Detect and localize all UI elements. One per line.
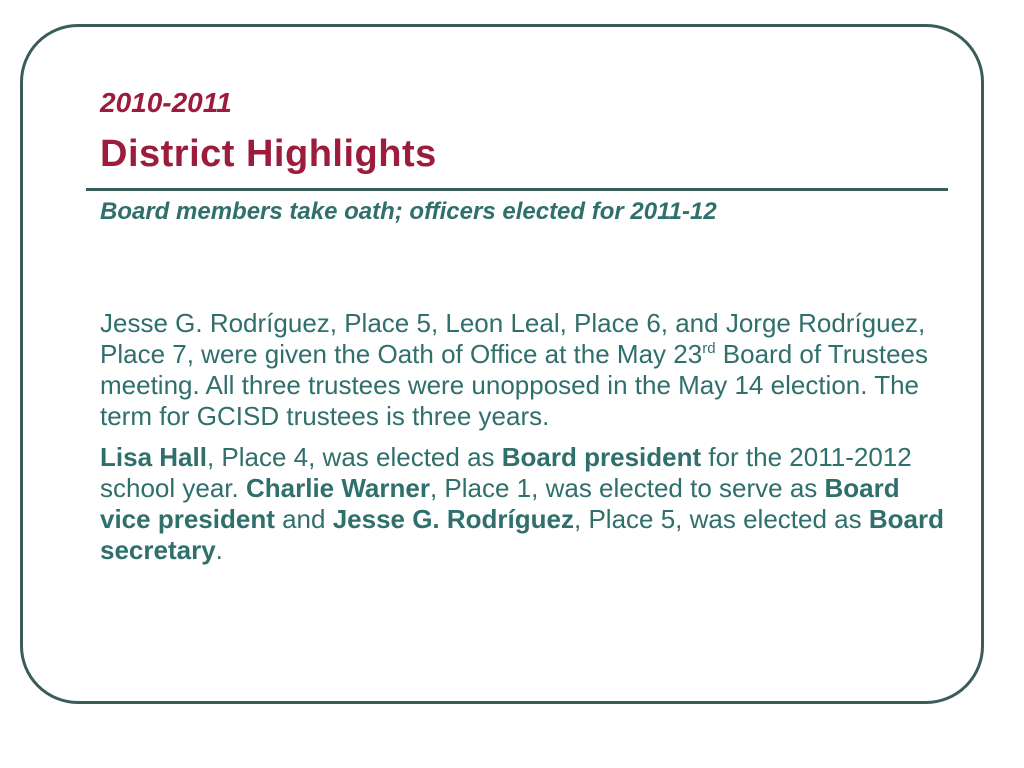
- officers-text-2: for the 2011-2012 school year.: [100, 442, 912, 503]
- name-charlie-warner: Charlie Warner: [245, 473, 430, 503]
- officers-text-5: , Place 5, was elected as: [574, 504, 869, 534]
- officers-text-1: , Place 4, was elected as: [206, 442, 502, 472]
- officers-text-3: , Place 1, was elected to serve as: [429, 473, 825, 503]
- role-board-secretary: Board secretary: [100, 504, 944, 565]
- page-title: District Highlights: [100, 133, 437, 175]
- name-jesse-rodriguez: Jesse G. Rodríguez: [332, 504, 574, 534]
- role-board-president: Board president: [501, 442, 702, 472]
- title-divider: [86, 188, 948, 191]
- officers-text-6: .: [215, 535, 223, 565]
- body-text: [100, 308, 950, 576]
- subtitle: Board members take oath; officers elected for 2011-12: [100, 198, 717, 225]
- ordinal-suffix: rd: [702, 340, 716, 357]
- paragraph-oath: [100, 308, 950, 432]
- name-lisa-hall: Lisa Hall: [100, 442, 207, 472]
- oath-text-part-2: Board of Trustees meeting. All three trustees were unopposed in the May 14 election. The term for GCISD trustees is three years.: [100, 339, 928, 431]
- oath-text-part-1: Jesse G. Rodríguez, Place 5, Leon Leal, Place 6, and Jorge Rodríguez, Place 7, were given the Oath of Office at the May 23: [100, 308, 926, 369]
- title-year: 2010-2011: [100, 87, 232, 118]
- paragraph-officers: [100, 442, 950, 566]
- role-board-vice-president: Board vice president: [100, 473, 900, 534]
- officers-text-4: and: [274, 504, 333, 534]
